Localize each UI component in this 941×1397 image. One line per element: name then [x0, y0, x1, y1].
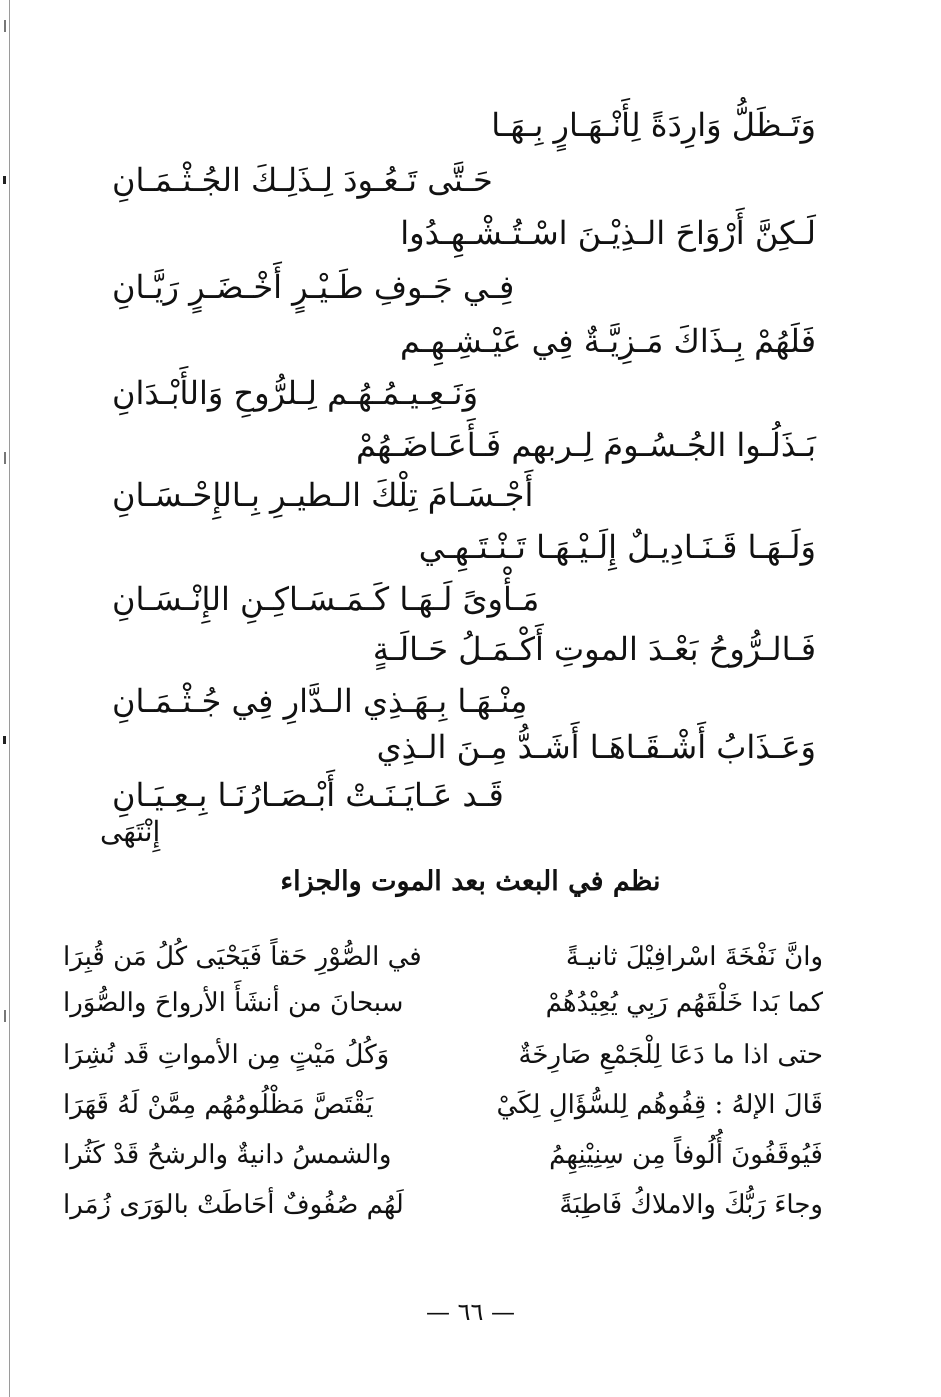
margin-tick	[4, 1010, 6, 1022]
verse-line: قَـد عَـايَـنَـتْ أَبْـصَـارُنَـا بِـعِـيَـانِ	[112, 776, 504, 814]
verse-line: مِنْـهَـا بِـهَـذِي الـدَّارِ فِي جُـثْـمَـانِ	[112, 682, 528, 720]
section-heading: نظم في البعث بعد الموت والجزاء	[280, 866, 661, 897]
verse-line: وَلَـهَـا قَـنَـادِيـلٌ إِلَـيْـهَـا تَـنْـتَـهِـي	[418, 528, 816, 566]
verse-line: حَـتَّى تَـعُـودَ لِـذَلِـكَ الجُـثْـمَـانِ	[112, 161, 493, 199]
poem-hemistich-first: قَالَ الإلهُ : قِفُوهُم لِلسُّؤَالِ لِكَيْ	[496, 1090, 823, 1120]
poem-hemistich-first: حتى اذا ما دَعَا لِلْجَمْعِ صَارِخَةٌ	[518, 1040, 823, 1070]
verse-line: فِـي جَـوفِ طَـيْـرٍ أَخْـضَـرٍ رَيَّـانِ	[112, 268, 515, 306]
poem-hemistich-second: لَهُم صُفُوفٌ أحَاطَتْ بالوَرَى زُمَرا	[63, 1190, 404, 1220]
poem-hemistich-second: سبحانَ من أنشَأَ الأرواحَ والصُّوَرا	[63, 988, 404, 1018]
poem-hemistich-first: وانَّ نَفْخَةَ اسْرافِيْلَ ثانيـةً	[565, 942, 823, 972]
margin-dot	[3, 176, 6, 184]
poem-hemistich-second: والشمسُ دانيةٌ والرشحُ قَدْ كَثُرا	[63, 1140, 392, 1170]
poem-line	[63, 1180, 823, 1230]
poem-hemistich-second: في الصُّوْرِ حَقاً فَيَحْيَى كُلُ مَن قُبِرَا	[63, 942, 422, 972]
verse-line: مَـأْوىً لَـهَـا كَـمَـسَـاكِـنِ الإِنْـسَـانِ	[112, 580, 540, 618]
poem-hemistich-second: وَكُلُ مَيْتٍ مِن الأمواتِ قَد نُشِرَا	[63, 1040, 390, 1070]
poem-line	[63, 932, 823, 982]
poem-line	[63, 978, 823, 1028]
margin-dot	[3, 736, 6, 744]
verse-line: وَنَـعِـيـمُـهُـم لِـلرُّوحِ وَالأَبْـدَانِ	[112, 374, 479, 412]
verse-line: وَتَـظَلُّ وَارِدَةً لِأَنْـهَـارٍ بِـهَـا	[491, 106, 816, 144]
verse-line: بَـذَلُـوا الجُـسُـومَ لِـربهم فَـأَعَـاضَـهُمْ	[355, 426, 816, 464]
poem-line	[63, 1030, 823, 1080]
poem-line	[63, 1080, 823, 1130]
verse-line: فَـالـرُّوحُ بَعْـدَ الموتِ أَكْـمَـلُ حَـالَـةٍ	[372, 630, 816, 668]
poem-hemistich-first: كما بَدا خَلْقَهُم رَبِي يُعِيْدُهُمْ	[545, 988, 823, 1018]
page-number: — ٦٦ —	[425, 1298, 516, 1326]
verse-line: وَعَـذَابُ أَشْـقَـاهَـا أَشَـدُّ مِـنَ الـذِي	[376, 728, 816, 766]
end-word: إِنْتَهَى	[100, 815, 161, 848]
verse-line: لَـكِنَّ أَرْوَاحَ الـذِيْـنَ اسْـتُـشْـهِـدُوا	[400, 214, 816, 252]
binding-margin-line	[9, 0, 10, 1397]
margin-tick	[4, 452, 6, 464]
verse-line: أَجْـسَـامَ تِلْكَ الـطيـرِ بِـالإِحْـسَـانِ	[112, 476, 534, 514]
poem-hemistich-first: فَيُوقَفُونَ أُلُوفاً مِن سِنِيْنِهِمُ	[549, 1140, 823, 1170]
margin-tick	[4, 20, 6, 32]
verse-line: فَلَهُمْ بِـذَاكَ مَـزِيَّـةٌ فِي عَيْـشِـهِـم	[399, 322, 816, 360]
poem-hemistich-first: وجاءَ رَبُّكَ والاملاكُ فَاطِبَةً	[559, 1190, 823, 1220]
poem-hemistich-second: يَقْتَصَّ مَظْلُومُهُم مِمَّنْ لَهُ قَهَرَا	[63, 1090, 374, 1120]
poem-line	[63, 1130, 823, 1180]
